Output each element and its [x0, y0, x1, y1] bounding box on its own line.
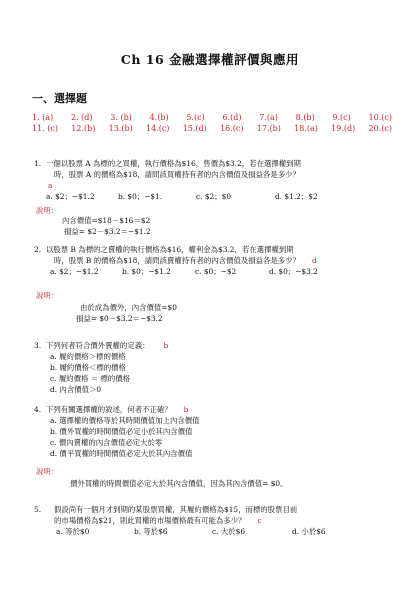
question-text: 的市場價格為$21，則此買權的市場價格最有可能為多少？ c — [54, 516, 262, 525]
question-text: 以股票 B 為標的之賣權的執行價格為$16，權利金為$3.2，若在選擇權到期 — [46, 245, 294, 254]
question-text: 時，股票 A 的價格為$18，請問該買權持有者的內含價值及損益各是多少？ — [54, 170, 300, 179]
answer-item: 6.(d) — [222, 113, 242, 122]
option: b. $0；−$1. — [118, 192, 163, 201]
question-text: 一個以股票 A 為標的之買權，執行價格為$16，售價為$3.2，若在選擇權到期 — [46, 159, 301, 168]
answer-key-row — [32, 112, 392, 123]
question-text: 下列有關選擇權的敘述，何者不正確？ b — [46, 405, 189, 414]
option: c. 價內賣權的內含價值必定大於零 — [50, 438, 163, 447]
option: a. 履約價格＞標的價格 — [50, 352, 126, 361]
option: c. 大於$6 — [212, 527, 246, 536]
options-row — [46, 191, 386, 202]
answer-item: 18.(a) — [294, 124, 318, 133]
answer-letter: b — [163, 341, 169, 350]
answer-item: 11. (c) — [32, 124, 58, 133]
question-2 — [34, 244, 386, 277]
option: a. $2；−$1.2 — [46, 192, 95, 201]
option: d. $1.2；$2 — [275, 192, 318, 201]
option: d. 價平買權的時間價值必定大於其內含價值 — [50, 449, 193, 458]
answer-item: 17.(b) — [256, 124, 281, 133]
question-text: 時，股票 B 的價格為$18，請問該賣權持有者的內含價值及損益各是多少？ d — [54, 256, 317, 265]
answer-item: 4.(b) — [149, 113, 169, 122]
answer-item: 15.(d) — [182, 124, 207, 133]
question-text: 下列何者符合價外賣權的定義： b — [46, 341, 169, 350]
options-row — [46, 266, 386, 277]
question-1 — [34, 158, 386, 202]
explain-label: 說明： — [36, 467, 59, 476]
question-number: 3. — [34, 341, 42, 350]
explanation-line: 價外買權的時間價值必定大於其內含價值，因為其內含價值= $0。 — [70, 479, 288, 488]
option: a. 選擇權的價格等於其時間價值加上內含價值 — [50, 416, 200, 425]
option: d. 內含價值＞0 — [50, 385, 102, 394]
chapter-title: Ch 16 金融選擇權評價與應用 — [120, 52, 300, 67]
explanation-line: 由於成為價外，內含價值=$0 — [80, 303, 177, 312]
answer-key-row — [32, 123, 392, 134]
question-5 — [34, 504, 386, 537]
answer-item: 16.(c) — [220, 124, 244, 133]
explanation — [62, 215, 151, 237]
explanation — [70, 478, 288, 489]
answer-item: 10.(c) — [368, 113, 392, 122]
answer-letter: a — [48, 181, 53, 190]
question-text: 假設尚有一個月才到期的某股票買權，其履約價格為$15，而標的股票目前 — [54, 505, 298, 514]
question-4 — [34, 404, 386, 459]
answer-key — [32, 112, 392, 134]
question-number: 1. — [34, 159, 42, 168]
answer-item: 3. (b) — [110, 113, 132, 122]
answer-item: 8.(b) — [295, 113, 315, 122]
option: d. 小於$6 — [292, 527, 326, 536]
option: d. $0；−$3.2 — [269, 267, 318, 276]
option: b. 等於$6 — [134, 527, 168, 536]
answer-item: 14.(c) — [145, 124, 170, 133]
option: a. $2；−$1.2 — [50, 267, 99, 276]
option: b. $0；−$1.2 — [122, 267, 171, 276]
answer-item: 9.(c) — [332, 113, 351, 122]
option: b. 履約價格＜標的價格 — [50, 363, 126, 372]
answer-item: 7.(a) — [259, 113, 278, 122]
explanation-line: 損益= $2－$3.2＝−$1.2 — [64, 227, 151, 236]
question-number: 2. — [34, 245, 42, 254]
option: a. 等於$0 — [56, 527, 90, 536]
question-number: 4. — [34, 405, 42, 414]
question-number: 5. — [34, 505, 42, 514]
explain-label: 說明： — [36, 291, 59, 300]
explanation-line: 內含價值=$18－$16＝$2 — [62, 216, 151, 225]
answer-item: 20.(c) — [368, 124, 392, 133]
option: c. 履約價格 ＝ 標的價格 — [50, 374, 131, 383]
section-heading: 一、選擇題 — [32, 92, 87, 105]
explain-label: 說明： — [36, 206, 59, 215]
explanation — [76, 302, 177, 324]
answer-letter: d — [311, 256, 317, 265]
answer-item: 12.(b) — [71, 124, 96, 133]
answer-item: 19.(d) — [331, 124, 356, 133]
answer-letter: c — [257, 516, 262, 525]
option: c. $2；$0 — [196, 192, 232, 201]
answer-item: 5.(c) — [186, 113, 205, 122]
answer-item: 2. (d) — [70, 113, 93, 122]
answer-letter: b — [183, 405, 189, 414]
answer-item: 13.(b) — [108, 124, 133, 133]
question-3 — [34, 340, 386, 395]
answer-item: 1. (a) — [32, 113, 54, 122]
option: b. 價外買權的時間價值必定小於其內含價值 — [50, 427, 193, 436]
options-row — [46, 526, 386, 537]
option: c. $0；−$2 — [195, 267, 237, 276]
explanation-line: 損益= $0－$3.2＝−$3.2 — [76, 314, 163, 323]
